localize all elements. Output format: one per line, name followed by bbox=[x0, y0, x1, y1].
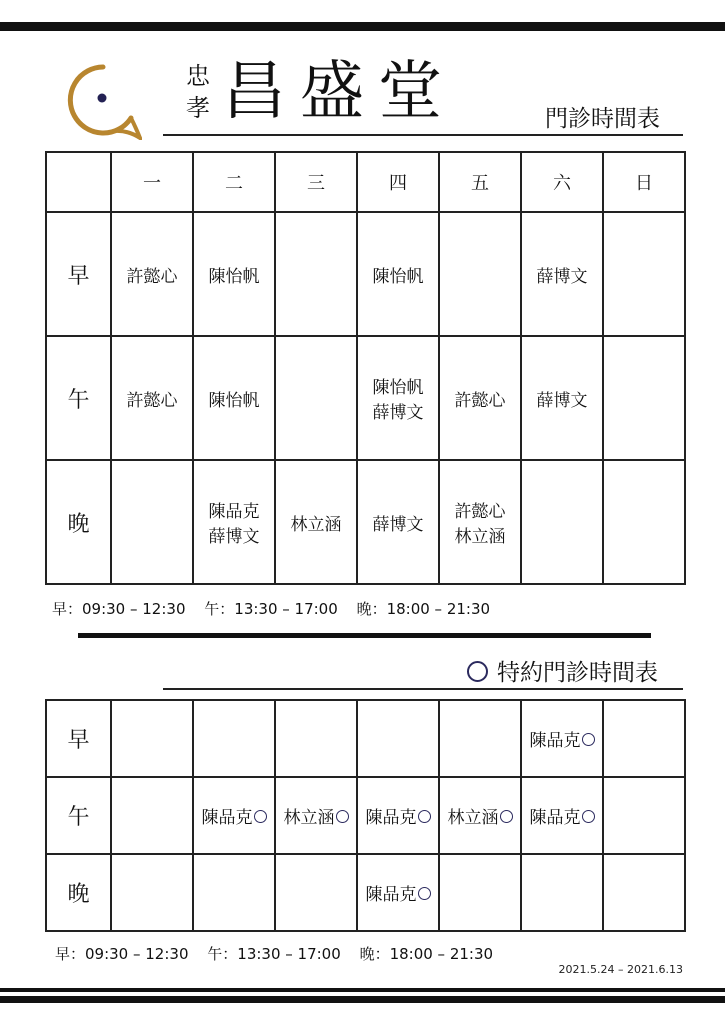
special-cell bbox=[111, 777, 193, 854]
special-title-text: 特約門診時間表 bbox=[497, 660, 658, 686]
schedule-cell bbox=[193, 336, 275, 460]
special-cell bbox=[439, 777, 521, 854]
special-cell bbox=[521, 777, 603, 854]
hours-evening: 晚：18:00 – 21:30 bbox=[359, 945, 494, 963]
table-row bbox=[46, 460, 685, 584]
doctor-name: 陳怡帆 bbox=[372, 378, 424, 398]
doctor-name: 陳品克 bbox=[365, 808, 417, 828]
special-cell bbox=[521, 700, 603, 777]
schedule-cell bbox=[111, 336, 193, 460]
special-cell bbox=[357, 854, 439, 931]
doctor-name: 薛博文 bbox=[208, 527, 260, 547]
special-cell bbox=[603, 700, 685, 777]
regular-hours bbox=[52, 598, 504, 619]
table-row bbox=[46, 700, 685, 777]
slot-label: 早 bbox=[46, 212, 111, 336]
circle-marker-icon bbox=[418, 810, 431, 823]
schedule-cell bbox=[439, 460, 521, 584]
doctor-name: 薛博文 bbox=[536, 266, 588, 287]
doctor-name: 薛博文 bbox=[372, 514, 424, 535]
table-row bbox=[46, 212, 685, 336]
schedule-cell bbox=[275, 460, 357, 584]
schedule-cell bbox=[193, 460, 275, 584]
hours-morning: 早：09:30 – 12:30 bbox=[52, 600, 186, 618]
slot-label: 早 bbox=[46, 700, 111, 777]
bottom-border bbox=[0, 996, 725, 1003]
schedule-cell bbox=[111, 460, 193, 584]
schedule-cell bbox=[521, 336, 603, 460]
hours-evening: 晚：18:00 – 21:30 bbox=[356, 600, 491, 618]
circle-marker-icon bbox=[336, 810, 349, 823]
circle-marker-icon bbox=[582, 810, 595, 823]
circle-marker-icon bbox=[500, 810, 513, 823]
schedule-cell bbox=[357, 460, 439, 584]
circle-marker-icon bbox=[582, 733, 595, 746]
schedule-cell bbox=[357, 212, 439, 336]
doctor-name: 陳品克 bbox=[529, 808, 581, 828]
doctor-name: 林立涵 bbox=[283, 808, 335, 828]
doctor-name: 陳品克 bbox=[365, 885, 417, 905]
special-hours bbox=[55, 943, 507, 964]
special-cell bbox=[439, 700, 521, 777]
doctor-name: 陳品克 bbox=[529, 731, 581, 751]
doctor-name: 許懿心 bbox=[126, 266, 178, 287]
special-cell bbox=[193, 777, 275, 854]
doctor-name: 陳怡帆 bbox=[372, 266, 424, 287]
special-cell bbox=[521, 854, 603, 931]
top-border bbox=[0, 22, 725, 31]
special-cell bbox=[603, 854, 685, 931]
special-schedule-title bbox=[467, 654, 658, 687]
special-cell bbox=[193, 854, 275, 931]
section-divider bbox=[78, 633, 651, 638]
circle-marker-icon bbox=[467, 661, 488, 682]
day-header: 五 bbox=[439, 152, 521, 212]
doctor-name: 薛博文 bbox=[372, 403, 424, 423]
brand-name: 昌盛堂 bbox=[222, 55, 456, 129]
schedule-cell bbox=[439, 336, 521, 460]
doctor-stack bbox=[440, 487, 520, 557]
brand-prefix-line: 忠 bbox=[186, 62, 210, 90]
schedule-cell bbox=[521, 460, 603, 584]
schedule-cell bbox=[603, 460, 685, 584]
bottom-border bbox=[0, 988, 725, 992]
special-cell bbox=[111, 854, 193, 931]
table-row bbox=[46, 854, 685, 931]
special-cell bbox=[357, 777, 439, 854]
slot-label: 午 bbox=[46, 336, 111, 460]
special-cell bbox=[275, 777, 357, 854]
doctor-name: 陳怡帆 bbox=[208, 266, 260, 287]
doctor-name: 陳品克 bbox=[201, 808, 253, 828]
corner-cell bbox=[46, 152, 111, 212]
schedule-cell bbox=[439, 212, 521, 336]
doctor-name: 薛博文 bbox=[536, 390, 588, 411]
day-header: 三 bbox=[275, 152, 357, 212]
special-cell bbox=[275, 854, 357, 931]
doctor-name: 許懿心 bbox=[454, 502, 506, 522]
special-title-underline bbox=[163, 688, 683, 690]
day-header: 日 bbox=[603, 152, 685, 212]
special-cell bbox=[111, 700, 193, 777]
special-cell bbox=[357, 700, 439, 777]
special-cell bbox=[275, 700, 357, 777]
hours-afternoon: 午：13:30 – 17:00 bbox=[204, 600, 338, 618]
day-header: 六 bbox=[521, 152, 603, 212]
table-row bbox=[46, 336, 685, 460]
circle-marker-icon bbox=[418, 887, 431, 900]
schedule-cell bbox=[275, 212, 357, 336]
schedule-cell bbox=[193, 212, 275, 336]
day-header: 四 bbox=[357, 152, 439, 212]
doctor-stack bbox=[358, 363, 438, 433]
slot-label: 午 bbox=[46, 777, 111, 854]
doctor-name: 陳怡帆 bbox=[208, 390, 260, 411]
doctor-name: 林立涵 bbox=[447, 808, 499, 828]
schedule-cell bbox=[603, 336, 685, 460]
slot-label: 晚 bbox=[46, 460, 111, 584]
schedule-cell bbox=[275, 336, 357, 460]
title-underline bbox=[163, 134, 683, 136]
day-header: 一 bbox=[111, 152, 193, 212]
schedule-cell bbox=[357, 336, 439, 460]
schedule-cell bbox=[111, 212, 193, 336]
special-cell bbox=[603, 777, 685, 854]
brand-prefix-line: 孝 bbox=[186, 94, 210, 122]
day-header: 二 bbox=[193, 152, 275, 212]
hours-morning: 早：09:30 – 12:30 bbox=[55, 945, 189, 963]
doctor-name: 許懿心 bbox=[126, 390, 178, 411]
date-range: 2021.5.24 – 2021.6.13 bbox=[558, 963, 683, 976]
regular-schedule-title: 門診時間表 bbox=[545, 106, 660, 132]
doctor-name: 林立涵 bbox=[290, 514, 342, 535]
special-cell bbox=[193, 700, 275, 777]
doctor-stack bbox=[194, 487, 274, 557]
special-schedule-table bbox=[45, 699, 686, 932]
brand-logo-icon bbox=[62, 58, 142, 140]
doctor-name: 林立涵 bbox=[454, 527, 506, 547]
special-cell bbox=[439, 854, 521, 931]
slot-label: 晚 bbox=[46, 854, 111, 931]
doctor-name: 陳品克 bbox=[208, 502, 260, 522]
table-header-row bbox=[46, 152, 685, 212]
brand-prefix bbox=[183, 60, 213, 124]
circle-marker-icon bbox=[254, 810, 267, 823]
schedule-cell bbox=[521, 212, 603, 336]
doctor-name: 許懿心 bbox=[454, 390, 506, 411]
table-row bbox=[46, 777, 685, 854]
regular-schedule-table bbox=[45, 151, 686, 585]
schedule-cell bbox=[603, 212, 685, 336]
hours-afternoon: 午：13:30 – 17:00 bbox=[207, 945, 341, 963]
